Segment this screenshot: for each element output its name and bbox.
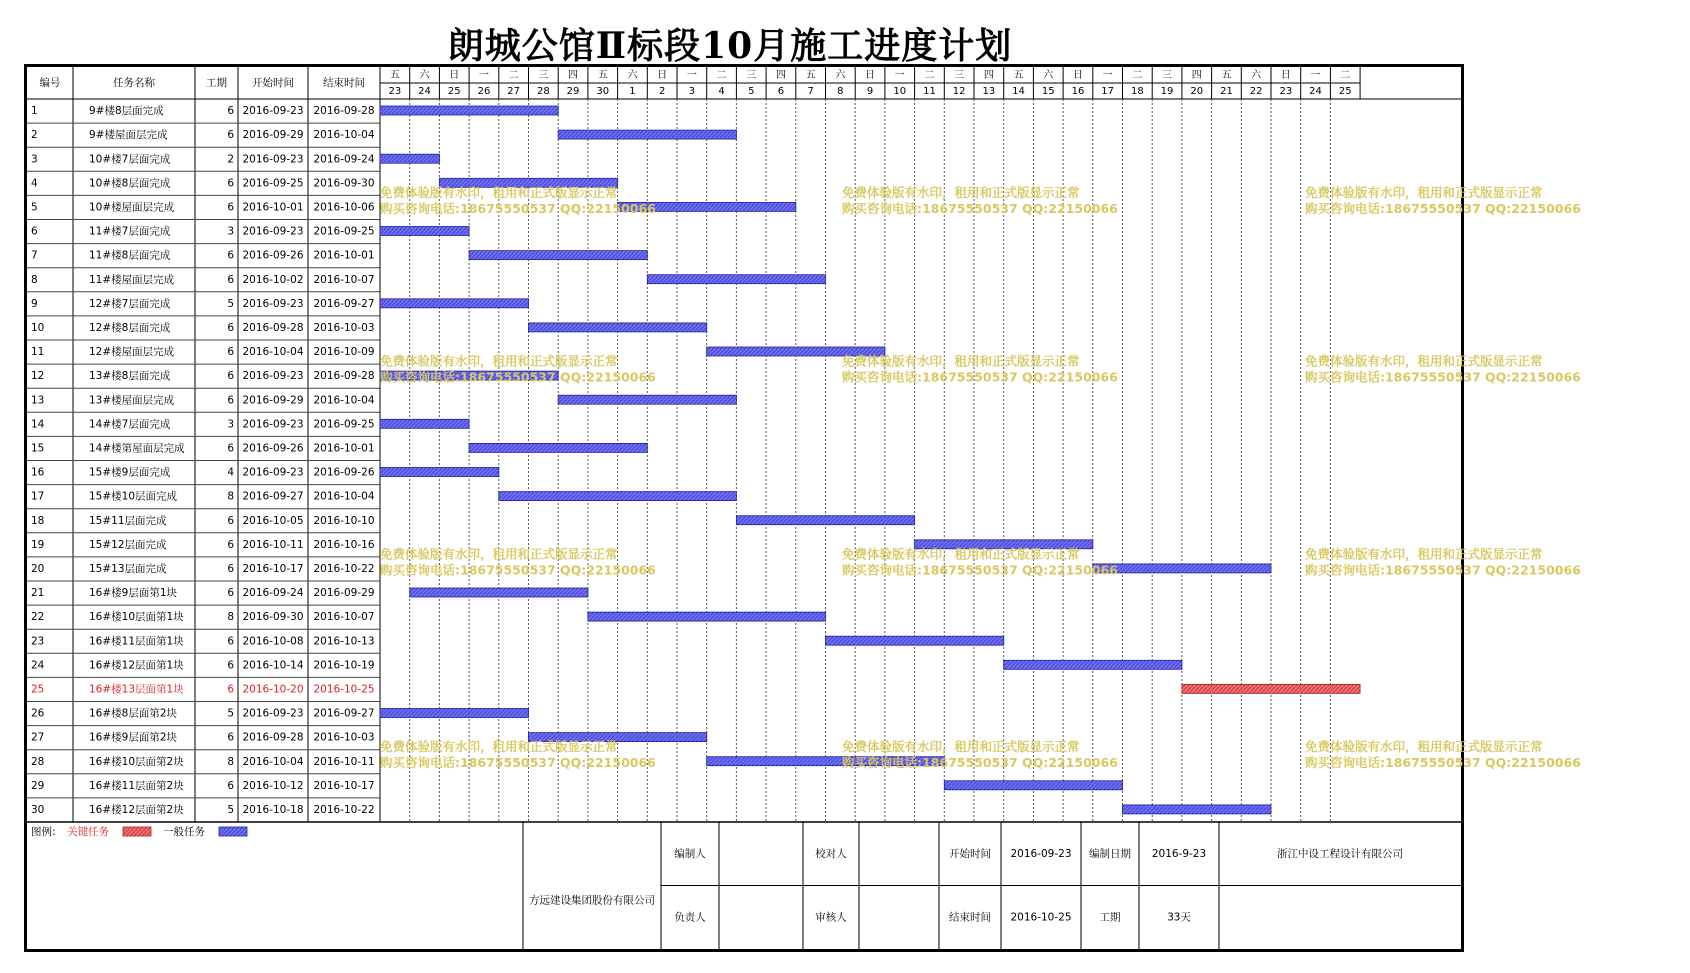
task-bar[interactable] xyxy=(380,468,499,477)
task-duration: 6 xyxy=(227,273,234,286)
task-bar[interactable] xyxy=(529,323,707,332)
task-start: 2016-10-17 xyxy=(242,562,304,575)
task-duration: 6 xyxy=(227,346,234,359)
day-label: 27 xyxy=(507,86,521,97)
task-duration: 5 xyxy=(227,707,234,720)
weekday-label: 六 xyxy=(835,70,846,81)
task-start: 2016-10-12 xyxy=(242,779,304,792)
task-end: 2016-10-13 xyxy=(313,635,375,648)
weekday-label: 一 xyxy=(686,70,697,81)
day-label: 28 xyxy=(536,86,550,97)
task-bar[interactable] xyxy=(647,275,825,284)
task-duration: 6 xyxy=(227,731,234,744)
weekday-label: 日 xyxy=(1072,70,1083,81)
task-end: 2016-09-28 xyxy=(313,105,375,118)
day-label: 21 xyxy=(1220,86,1233,97)
task-id: 4 xyxy=(31,177,38,190)
task-start: 2016-09-26 xyxy=(242,442,304,455)
day-label: 24 xyxy=(418,86,431,97)
header-id: 编号 xyxy=(39,77,61,89)
task-duration: 6 xyxy=(227,587,234,600)
day-label: 20 xyxy=(1190,86,1204,97)
task-end: 2016-10-04 xyxy=(313,129,375,142)
task-id: 20 xyxy=(31,562,45,575)
day-label: 2 xyxy=(658,86,666,97)
day-label: 5 xyxy=(748,86,755,97)
weekday-label: 日 xyxy=(449,70,460,81)
watermark-text: 免费体验版有水印，租用和正式版显示正常 xyxy=(380,184,618,200)
task-start: 2016-09-23 xyxy=(242,297,304,310)
task-start: 2016-10-04 xyxy=(242,346,304,359)
task-bar[interactable] xyxy=(499,492,737,501)
watermark-text: 免费体验版有水印，租用和正式版显示正常 xyxy=(1305,353,1543,369)
weekday-label: 五 xyxy=(389,70,400,81)
task-end: 2016-09-25 xyxy=(313,418,375,431)
watermark-text: 购买咨询电话:18675550537 QQ:22150066 xyxy=(842,369,1118,385)
weekday-label: 三 xyxy=(1162,70,1173,81)
task-start: 2016-09-23 xyxy=(242,153,304,166)
task-name: 15#12层面完成 xyxy=(89,538,167,551)
task-id: 12 xyxy=(31,370,45,383)
task-name: 16#楼9层面第1块 xyxy=(89,587,178,600)
task-duration: 6 xyxy=(227,249,234,262)
task-end: 2016-10-04 xyxy=(313,394,375,407)
task-bar[interactable] xyxy=(826,636,1004,645)
task-id: 14 xyxy=(31,418,45,431)
watermark-text: 购买咨询电话:18675550537 QQ:22150066 xyxy=(1305,755,1581,771)
task-bar[interactable] xyxy=(380,154,439,163)
legend-normal-label: 一般任务 xyxy=(163,826,205,838)
task-bar[interactable] xyxy=(1093,564,1271,573)
day-label: 1 xyxy=(629,86,636,97)
day-label: 17 xyxy=(1101,86,1115,97)
weekday-label: 六 xyxy=(627,70,638,81)
task-start: 2016-09-25 xyxy=(242,177,304,190)
task-end: 2016-10-06 xyxy=(313,201,375,214)
task-name: 10#楼7层面完成 xyxy=(89,153,171,166)
task-start: 2016-09-28 xyxy=(242,731,304,744)
end-value: 2016-10-25 xyxy=(1010,911,1072,924)
task-name: 11#楼8层面完成 xyxy=(89,249,171,262)
day-label: 4 xyxy=(718,86,725,97)
day-label: 22 xyxy=(1249,86,1263,97)
weekday-label: 日 xyxy=(657,70,668,81)
task-start: 2016-09-23 xyxy=(242,466,304,479)
task-name: 12#楼8层面完成 xyxy=(89,321,171,334)
watermark-text: 购买咨询电话:18675550537 QQ:22150066 xyxy=(842,755,1118,771)
day-label: 12 xyxy=(952,86,966,97)
task-start: 2016-10-20 xyxy=(242,683,304,696)
task-id: 7 xyxy=(31,249,38,262)
task-end: 2016-10-16 xyxy=(313,538,375,551)
day-label: 11 xyxy=(923,86,936,97)
day-label: 3 xyxy=(688,86,696,97)
task-start: 2016-10-11 xyxy=(242,538,304,551)
weekday-label: 四 xyxy=(775,70,786,81)
watermark-text: 免费体验版有水印，租用和正式版显示正常 xyxy=(1305,739,1543,755)
day-label: 30 xyxy=(596,86,610,97)
task-duration: 6 xyxy=(227,538,234,551)
task-end: 2016-09-30 xyxy=(313,177,375,190)
weekday-label: 六 xyxy=(1043,70,1054,81)
header-end: 结束时间 xyxy=(323,77,365,89)
task-bar[interactable] xyxy=(410,588,588,597)
task-duration: 6 xyxy=(227,514,234,527)
task-end: 2016-09-28 xyxy=(313,370,375,383)
weekday-label: 四 xyxy=(983,70,994,81)
task-id: 24 xyxy=(31,659,45,672)
task-duration: 6 xyxy=(227,442,234,455)
task-end: 2016-10-01 xyxy=(313,249,375,262)
task-start: 2016-09-24 xyxy=(242,587,304,600)
task-id: 29 xyxy=(31,779,45,792)
task-start: 2016-09-23 xyxy=(242,225,304,238)
task-end: 2016-10-03 xyxy=(313,321,375,334)
task-end: 2016-09-24 xyxy=(313,153,375,166)
task-bar[interactable] xyxy=(1123,805,1272,814)
task-duration: 5 xyxy=(227,803,234,816)
day-label: 23 xyxy=(1279,86,1293,97)
task-start: 2016-10-01 xyxy=(242,201,304,214)
gantt-frame xyxy=(24,64,1581,952)
task-end: 2016-10-17 xyxy=(313,779,375,792)
task-duration: 6 xyxy=(227,394,234,407)
total-duration-value: 33天 xyxy=(1167,911,1191,924)
task-duration: 6 xyxy=(227,779,234,792)
weekday-label: 五 xyxy=(1221,70,1232,81)
watermark-text: 免费体验版有水印，租用和正式版显示正常 xyxy=(380,739,618,755)
task-duration: 6 xyxy=(227,129,234,142)
gantt-chart xyxy=(27,67,1581,949)
task-id: 30 xyxy=(31,803,45,816)
task-start: 2016-09-27 xyxy=(242,490,304,503)
task-id: 5 xyxy=(31,201,38,214)
watermark-text: 购买咨询电话:18675550537 QQ:22150066 xyxy=(380,755,656,771)
start-value: 2016-09-23 xyxy=(1010,847,1072,860)
task-bar[interactable] xyxy=(469,251,647,260)
task-id: 6 xyxy=(31,225,38,238)
task-end: 2016-10-03 xyxy=(313,731,375,744)
day-label: 18 xyxy=(1130,86,1144,97)
total-duration-label: 工期 xyxy=(1099,911,1121,924)
task-name: 11#楼屋面层完成 xyxy=(89,273,175,286)
watermark-text: 免费体验版有水印，租用和正式版显示正常 xyxy=(1305,184,1543,200)
task-end: 2016-10-19 xyxy=(313,659,375,672)
task-end: 2016-09-26 xyxy=(313,466,375,479)
weekday-label: 二 xyxy=(508,70,519,81)
task-id: 21 xyxy=(31,587,45,600)
task-id: 13 xyxy=(31,394,45,407)
task-duration: 3 xyxy=(227,225,234,238)
task-name: 15#11层面完成 xyxy=(89,514,167,527)
task-id: 10 xyxy=(31,321,45,334)
watermark-text: 免费体验版有水印，租用和正式版显示正常 xyxy=(842,353,1080,369)
watermark-text: 购买咨询电话:18675550537 QQ:22150066 xyxy=(380,562,656,578)
task-duration: 5 xyxy=(227,297,234,310)
task-start: 2016-09-23 xyxy=(242,707,304,720)
day-label: 7 xyxy=(807,86,814,97)
task-name: 9#楼屋面层完成 xyxy=(89,129,168,142)
task-name: 10#楼8层面完成 xyxy=(89,177,171,190)
task-id: 17 xyxy=(31,490,45,503)
watermark-text: 免费体验版有水印，租用和正式版显示正常 xyxy=(380,546,618,562)
task-id: 9 xyxy=(31,297,38,310)
task-duration: 4 xyxy=(227,466,234,479)
task-duration: 6 xyxy=(227,177,234,190)
weekday-label: 三 xyxy=(746,70,757,81)
task-start: 2016-09-26 xyxy=(242,249,304,262)
weekday-label: 一 xyxy=(1310,70,1321,81)
watermark-text: 免费体验版有水印，租用和正式版显示正常 xyxy=(842,739,1080,755)
day-label: 15 xyxy=(1041,86,1055,97)
weekday-label: 五 xyxy=(597,70,608,81)
task-duration: 6 xyxy=(227,659,234,672)
task-start: 2016-10-14 xyxy=(242,659,304,672)
task-id: 23 xyxy=(31,635,45,648)
reviewer-label: 审核人 xyxy=(815,911,847,924)
legend-label: 图例: xyxy=(31,826,56,838)
task-id: 16 xyxy=(31,466,45,479)
task-end: 2016-10-09 xyxy=(313,346,375,359)
compile-date-label: 编制日期 xyxy=(1089,847,1131,860)
weekday-label: 二 xyxy=(1132,70,1143,81)
task-bar[interactable] xyxy=(558,395,736,404)
task-bar[interactable] xyxy=(380,419,469,428)
task-bar[interactable] xyxy=(469,443,647,452)
weekday-label: 五 xyxy=(1013,70,1024,81)
task-end: 2016-09-27 xyxy=(313,297,375,310)
weekday-label: 二 xyxy=(924,70,935,81)
task-id: 28 xyxy=(31,755,45,768)
compiler-label: 编制人 xyxy=(674,847,706,860)
weekday-label: 一 xyxy=(478,70,489,81)
task-name: 16#楼9层面第2块 xyxy=(89,731,178,744)
task-duration: 6 xyxy=(227,321,234,334)
task-name: 12#楼7层面完成 xyxy=(89,297,171,310)
task-id: 25 xyxy=(31,683,45,696)
task-bar[interactable] xyxy=(944,781,1122,790)
watermark-text: 购买咨询电话:18675550537 QQ:22150066 xyxy=(380,369,656,385)
task-id: 8 xyxy=(31,273,38,286)
task-start: 2016-09-29 xyxy=(242,394,304,407)
task-duration: 6 xyxy=(227,105,234,118)
task-name: 16#楼8层面第2块 xyxy=(89,707,178,720)
day-label: 29 xyxy=(566,86,580,97)
end-label: 结束时间 xyxy=(949,911,991,924)
compile-date-value: 2016-9-23 xyxy=(1151,847,1207,860)
task-start: 2016-10-04 xyxy=(242,755,304,768)
weekday-label: 一 xyxy=(1102,70,1113,81)
designer-name: 浙江中设工程设计有限公司 xyxy=(1277,847,1403,860)
task-name: 15#13层面完成 xyxy=(89,562,167,575)
task-id: 1 xyxy=(31,105,38,118)
weekday-label: 六 xyxy=(1251,70,1262,81)
task-start: 2016-09-29 xyxy=(242,129,304,142)
task-duration: 6 xyxy=(227,635,234,648)
task-duration: 8 xyxy=(227,755,234,768)
task-start: 2016-10-02 xyxy=(242,273,304,286)
task-start: 2016-10-08 xyxy=(242,635,304,648)
weekday-label: 四 xyxy=(1191,70,1202,81)
task-id: 18 xyxy=(31,514,45,527)
task-start: 2016-10-18 xyxy=(242,803,304,816)
task-bar[interactable] xyxy=(380,299,529,308)
task-name: 16#楼12层面第2块 xyxy=(89,803,184,816)
task-end: 2016-10-22 xyxy=(313,562,375,575)
legend-critical-label: 关键任务 xyxy=(67,826,109,838)
task-id: 15 xyxy=(31,442,45,455)
task-bar[interactable] xyxy=(380,106,558,115)
weekday-label: 二 xyxy=(1340,70,1351,81)
task-name: 16#楼10层面第2块 xyxy=(89,755,184,768)
day-label: 10 xyxy=(893,86,907,97)
weekday-label: 三 xyxy=(954,70,965,81)
header-task-name: 任务名称 xyxy=(113,77,155,89)
weekday-label: 日 xyxy=(865,70,876,81)
task-name: 9#楼8层面完成 xyxy=(89,105,164,118)
task-start: 2016-09-28 xyxy=(242,321,304,334)
task-bar[interactable] xyxy=(736,516,914,525)
task-id: 3 xyxy=(31,153,38,166)
watermark-text: 免费体验版有水印，租用和正式版显示正常 xyxy=(842,546,1080,562)
task-name: 16#楼13层面第1块 xyxy=(89,683,184,696)
task-name: 10#楼屋面层完成 xyxy=(89,201,175,214)
task-end: 2016-10-10 xyxy=(313,514,375,527)
task-name: 14#楼7层面完成 xyxy=(89,418,171,431)
task-id: 26 xyxy=(31,707,45,720)
task-end: 2016-10-11 xyxy=(313,755,375,768)
task-bar[interactable] xyxy=(380,709,529,718)
start-label: 开始时间 xyxy=(949,847,991,860)
day-label: 16 xyxy=(1071,86,1085,97)
task-name: 12#楼屋面层完成 xyxy=(89,346,175,359)
task-bar[interactable] xyxy=(380,227,469,236)
watermark-text: 免费体验版有水印，租用和正式版显示正常 xyxy=(842,184,1080,200)
task-end: 2016-09-29 xyxy=(313,587,375,600)
company-name: 方远建设集团股份有限公司 xyxy=(529,894,655,907)
task-bar[interactable] xyxy=(558,130,736,139)
checker-label: 校对人 xyxy=(815,847,847,860)
watermark-text: 购买咨询电话:18675550537 QQ:22150066 xyxy=(842,200,1118,216)
task-name: 16#楼12层面第1块 xyxy=(89,659,184,672)
day-label: 9 xyxy=(866,86,874,97)
task-duration: 6 xyxy=(227,370,234,383)
task-end: 2016-10-07 xyxy=(313,273,375,286)
header-duration: 工期 xyxy=(206,77,227,89)
task-end: 2016-09-25 xyxy=(313,225,375,238)
header-start: 开始时间 xyxy=(252,77,294,89)
task-end: 2016-10-25 xyxy=(313,683,375,696)
day-label: 23 xyxy=(388,86,402,97)
day-label: 19 xyxy=(1160,86,1174,97)
task-id: 22 xyxy=(31,611,45,624)
task-duration: 2 xyxy=(227,153,234,166)
weekday-label: 三 xyxy=(538,70,549,81)
weekday-label: 日 xyxy=(1280,70,1291,81)
watermark-text: 购买咨询电话:18675550537 QQ:22150066 xyxy=(1305,200,1581,216)
task-name: 16#楼11层面第1块 xyxy=(89,635,184,648)
day-label: 24 xyxy=(1309,86,1322,97)
task-duration: 3 xyxy=(227,418,234,431)
task-duration: 8 xyxy=(227,611,234,624)
day-label: 14 xyxy=(1012,86,1025,97)
day-label: 8 xyxy=(837,86,844,97)
task-bar[interactable] xyxy=(1004,660,1182,669)
watermark-text: 购买咨询电话:18675550537 QQ:22150066 xyxy=(842,562,1118,578)
legend-critical-swatch xyxy=(123,827,151,836)
task-duration: 6 xyxy=(227,562,234,575)
task-duration: 6 xyxy=(227,201,234,214)
watermark-text: 免费体验版有水印，租用和正式版显示正常 xyxy=(1305,546,1543,562)
weekday-label: 二 xyxy=(716,70,727,81)
task-id: 2 xyxy=(31,129,38,142)
task-end: 2016-10-22 xyxy=(313,803,375,816)
task-end: 2016-10-07 xyxy=(313,611,375,624)
task-bar[interactable] xyxy=(588,612,826,621)
task-name: 16#楼11层面第2块 xyxy=(89,779,184,792)
task-duration: 8 xyxy=(227,490,234,503)
task-end: 2016-10-01 xyxy=(313,442,375,455)
watermark-text: 购买咨询电话:18675550537 QQ:22150066 xyxy=(1305,562,1581,578)
watermark-text: 购买咨询电话:18675550537 QQ:22150066 xyxy=(380,200,656,216)
legend-normal-swatch xyxy=(219,827,247,836)
weekday-label: 一 xyxy=(894,70,905,81)
manager-label: 负责人 xyxy=(674,911,706,924)
weekday-label: 六 xyxy=(419,70,430,81)
task-id: 11 xyxy=(31,346,45,359)
task-name: 13#楼8层面完成 xyxy=(89,370,171,383)
task-name: 16#楼10层面第1块 xyxy=(89,611,184,624)
day-label: 26 xyxy=(477,86,491,97)
watermark-text: 购买咨询电话:18675550537 QQ:22150066 xyxy=(1305,369,1581,385)
page-title: 朗城公馆Ⅱ标段10月施工进度计划 xyxy=(447,25,1013,67)
watermark-text: 免费体验版有水印，租用和正式版显示正常 xyxy=(380,353,618,369)
task-duration: 6 xyxy=(227,683,234,696)
task-id: 27 xyxy=(31,731,45,744)
task-end: 2016-09-27 xyxy=(313,707,375,720)
task-start: 2016-09-23 xyxy=(242,370,304,383)
task-id: 19 xyxy=(31,538,45,551)
day-label: 25 xyxy=(1338,86,1352,97)
task-name: 14#楼第屋面层完成 xyxy=(89,442,185,455)
task-name: 15#楼10层面完成 xyxy=(89,490,178,503)
weekday-label: 四 xyxy=(568,70,579,81)
task-end: 2016-10-04 xyxy=(313,490,375,503)
task-start: 2016-09-23 xyxy=(242,418,304,431)
task-name: 13#楼屋面层完成 xyxy=(89,394,175,407)
task-start: 2016-10-05 xyxy=(242,514,304,527)
critical-task-bar[interactable] xyxy=(1182,684,1360,693)
weekday-label: 五 xyxy=(805,70,816,81)
task-name: 11#楼7层面完成 xyxy=(89,225,171,238)
task-start: 2016-09-23 xyxy=(242,105,304,118)
task-name: 15#楼9层面完成 xyxy=(89,466,171,479)
task-start: 2016-09-30 xyxy=(242,611,304,624)
day-label: 25 xyxy=(447,86,461,97)
day-label: 13 xyxy=(982,86,996,97)
day-label: 6 xyxy=(777,86,785,97)
